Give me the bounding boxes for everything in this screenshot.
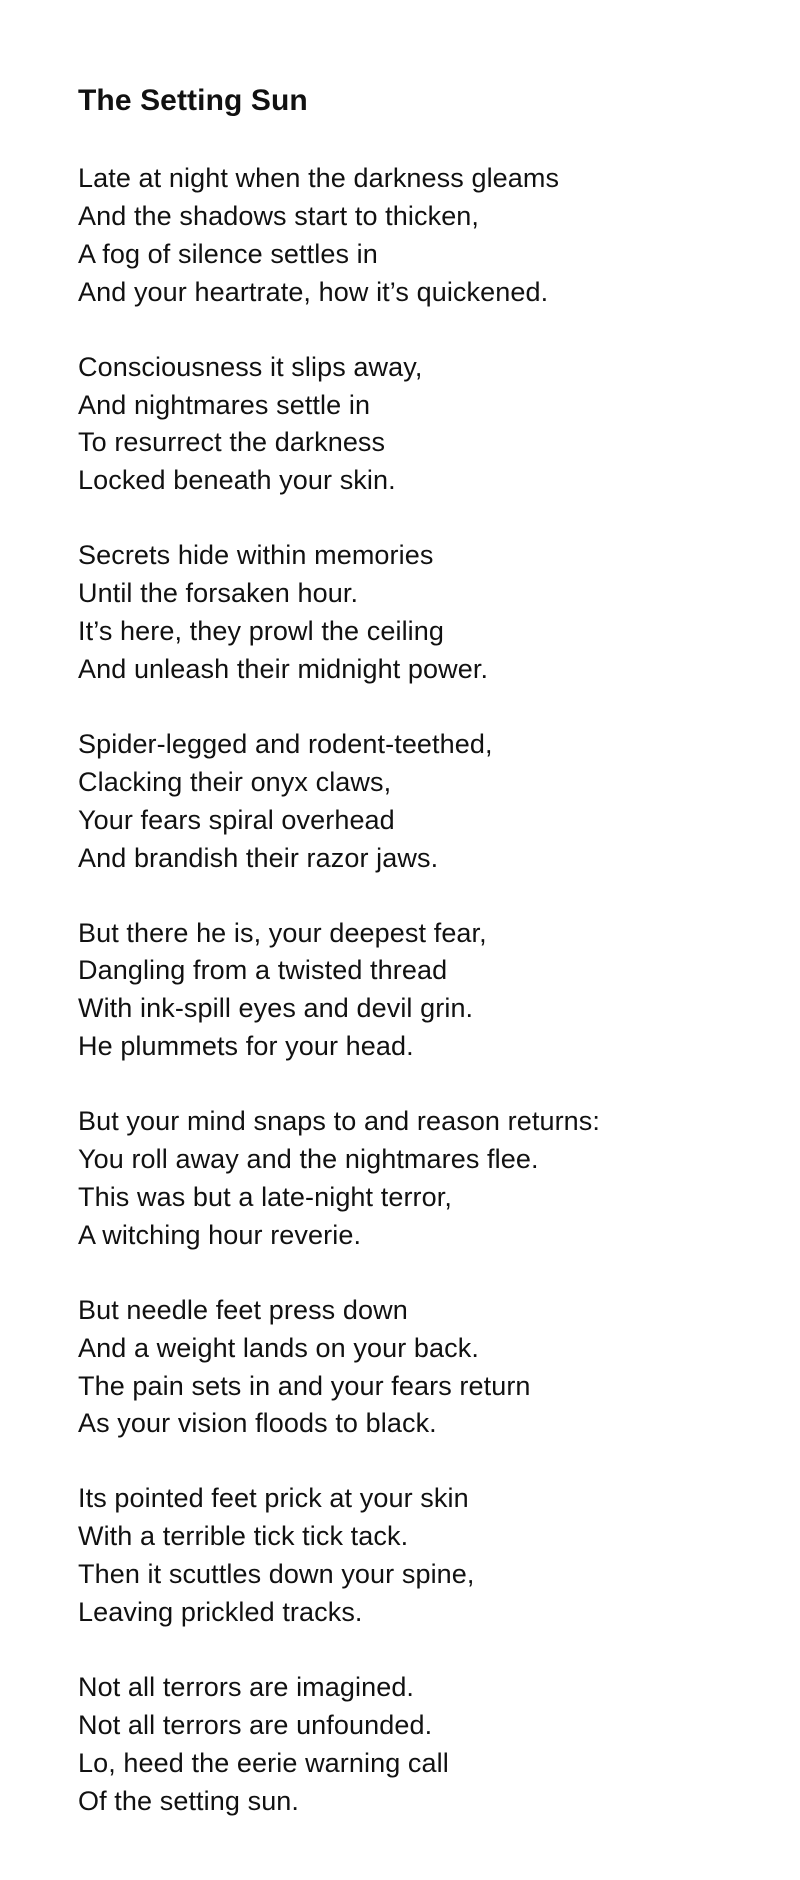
poem-line: Late at night when the darkness gleams [78,163,560,193]
poem-line: But needle feet press down [78,1294,408,1325]
poem-line: A fog of silence settles in [78,238,378,269]
poem-line: Consciousness it slips away, [78,351,423,382]
poem-line: This was but a late-night terror, [78,1181,452,1212]
poem-line: And unleash their midnight power. [78,653,489,684]
poem-line: Clacking their onyx claws, [78,766,392,797]
stanza-5 [78,915,758,1067]
stanza-4 [78,726,758,878]
poem-line: And the shadows start to thicken, [78,200,480,231]
poem-line: You roll away and the nightmares flee. [78,1144,539,1175]
stanza-9 [78,1669,758,1821]
poem-line: And your heartrate, how it’s quickened. [78,276,549,307]
poem-line: Locked beneath your skin. [78,465,396,496]
poem-line: Your fears spiral overhead [78,804,395,835]
poem-line: With ink-spill eyes and devil grin. [78,993,474,1024]
poem-line: It’s here, they prowl the ceiling [78,616,444,647]
poem-line: Its pointed feet prick at your skin [78,1483,469,1514]
poem-line: Spider-legged and rodent-teethed, [78,728,493,759]
poem-line: A witching hour reverie. [78,1219,362,1250]
poem-page [78,84,758,1858]
poem-line: But there he is, your deepest fear, [78,917,487,948]
poem-line: He plummets for your head. [78,1031,414,1062]
poem-line: As your vision floods to black. [78,1408,437,1439]
stanza-8 [78,1480,758,1632]
stanza-1 [78,160,758,312]
poem-line: Of the setting sun. [78,1785,300,1816]
poem-title: The Setting Sun [78,84,308,117]
poem-line: But your mind snaps to and reason returns: [78,1106,600,1137]
poem-line: Leaving prickled tracks. [78,1597,363,1628]
poem-line: Then it scuttles down your spine, [78,1559,475,1590]
poem-line: And brandish their razor jaws. [78,842,439,873]
poem-line: To resurrect the darkness [78,427,386,458]
poem-line: The pain sets in and your fears return [78,1370,531,1401]
poem-line: And nightmares settle in [78,389,371,420]
stanza-6 [78,1103,758,1255]
poem-line: Until the forsaken hour. [78,578,359,609]
poem-line: Secrets hide within memories [78,540,434,571]
poem-line: And a weight lands on your back. [78,1332,479,1363]
stanza-7 [78,1292,758,1444]
stanza-3 [78,537,758,689]
poem-line: Dangling from a twisted thread [78,955,448,986]
poem-line: Not all terrors are imagined. [78,1672,415,1702]
poem-line: Not all terrors are unfounded. [78,1709,433,1740]
poem-line: Lo, heed the eerie warning call [78,1747,449,1778]
stanza-2 [78,349,758,501]
poem-line: With a terrible tick tick tack. [78,1521,409,1552]
